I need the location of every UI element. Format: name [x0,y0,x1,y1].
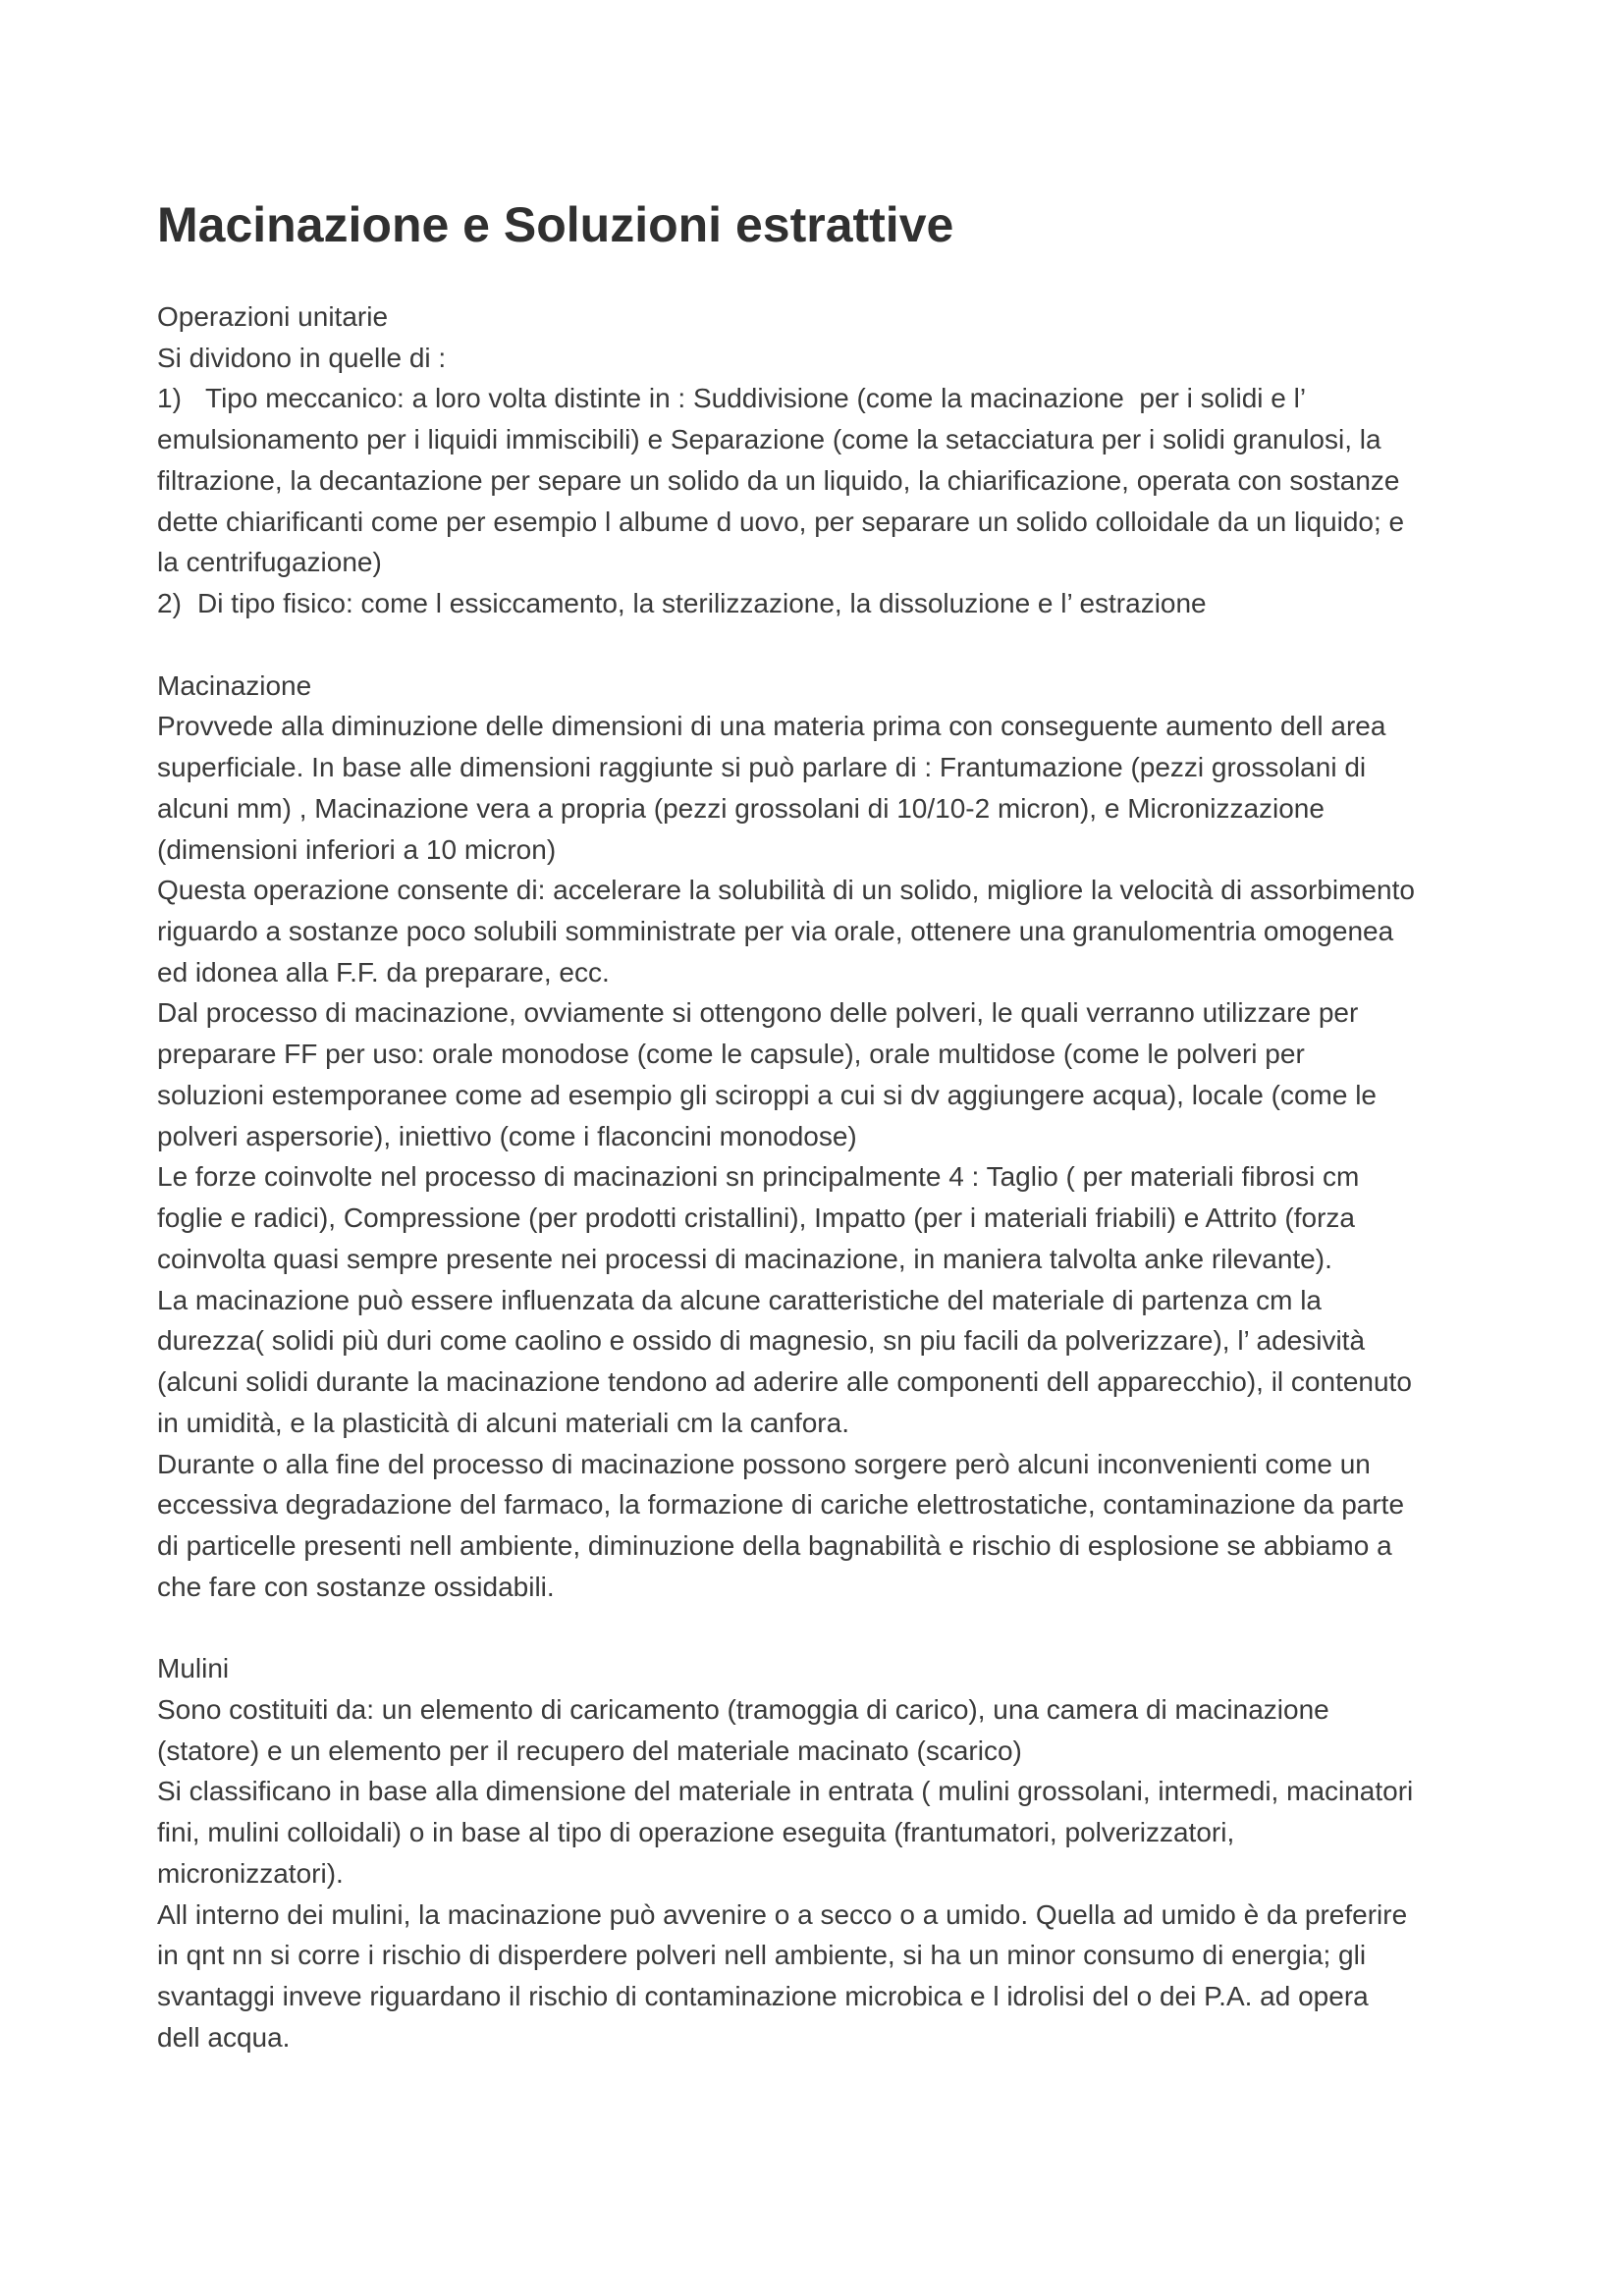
text-line: soluzioni estemporanee come ad esempio gli sciroppi a cui si dv aggiungere acqua), locale (come le [157,1079,1378,1110]
list-item [157,583,1551,624]
text-line: polveri aspersorie), iniettivo (come i flaconcini monodose) [157,1120,857,1151]
text-line: preparare FF per uso: orale monodose (come le capsule), orale multidose (come le polveri per [157,1039,1305,1070]
text-line: in umidità, e la plasticità di alcuni materiali cm la canfora. [157,1407,849,1438]
text-line: (alcuni solidi durante la macinazione tendono ad aderire alle componenti dell apparecchio), il contenuto [157,1366,1412,1398]
list-item-text: Tipo meccanico: a loro volta distinte in : Suddivisione (come la macinazione per i solidi e l’ [205,383,1307,414]
text-line: micronizzatori). [157,1857,344,1889]
text-line: Si dividono in quelle di : [157,342,447,373]
text-line: che fare con sostanze ossidabili. [157,1571,555,1602]
list-marker: 1) [157,383,182,414]
text-line: superficiale. In base alle dimensioni raggiunte si può parlare di : Frantumazione (pezzi grossolani di [157,752,1367,783]
text-line: All interno dei mulini, la macinazione può avvenire o a secco o a umido. Quella ad umido è da preferire [157,1898,1408,1930]
text-line: coinvolta quasi sempre presente nei processi di macinazione, in maniera talvolta anke rilevante). [157,1243,1332,1274]
text-line: foglie e radici), Compressione (per prodotti cristallini), Impatto (per i materiali friabili) e Attrito (forza [157,1202,1355,1234]
list-marker: 2) [157,588,182,619]
list-item-text: Di tipo fisico: come l essiccamento, la sterilizzazione, la dissoluzione e l’ estrazione [197,588,1207,619]
text-line: Dal processo di macinazione, ovviamente si ottengono delle polveri, le quali verranno utilizzare per [157,997,1359,1029]
document-title: Macinazione e Soluzioni estrattive [157,197,954,252]
text-line: Le forze coinvolte nel processo di macinazioni sn principalmente 4 : Taglio ( per materiali fibrosi cm [157,1161,1360,1193]
text-line: durezza( solidi più duri come caolino e ossido di magnesio, sn piu facili da polverizzare), l’ adesività [157,1325,1366,1357]
text-line: dette chiarificanti come per esempio l albume d uovo, per separare un solido colloidale da un liquido; e [157,506,1405,537]
text-line: Si classificano in base alla dimensione del materiale in entrata ( mulini grossolani, intermedi, macinatori [157,1776,1414,1807]
document-body [157,296,1551,2058]
text-line: dell acqua. [157,2021,291,2053]
text-line: Questa operazione consente di: accelerare la solubilità di un solido, migliore la velocità di assorbimento [157,875,1415,906]
text-line: Sono costituiti da: un elemento di caricamento (tramoggia di carico), una camera di macinazione [157,1693,1329,1725]
text-line: Provvede alla diminuzione delle dimensioni di una materia prima con conseguente aumento dell area [157,711,1386,742]
text-line: riguardo a sostanze poco solubili somministrate per via orale, ottenere una granulomentria omogenea [157,916,1394,947]
text-line: emulsionamento per i liquidi immiscibili) e Separazione (come la setacciatura per i solidi granulosi, la [157,424,1381,455]
section-heading: Macinazione [157,669,312,701]
section-heading: Operazioni unitarie [157,301,389,332]
text-line: in qnt nn si corre i rischio di disperdere polveri nell ambiente, si ha un minor consumo di energia; gli [157,1940,1367,1971]
section-heading: Mulini [157,1653,230,1684]
text-line: alcuni mm) , Macinazione vera a propria (pezzi grossolani di 10/10-2 micron), e Micronizzazione [157,792,1325,824]
section-mulini [157,1648,1551,2057]
text-line: fini, mulini colloidali) o in base al tipo di operazione eseguita (frantumatori, polverizzatori, [157,1817,1235,1848]
text-line: (dimensioni inferiori a 10 micron) [157,833,557,865]
text-line: di particelle presenti nell ambiente, diminuzione della bagnabilità e rischio di esplosione se abbiamo a [157,1530,1392,1562]
text-line: (statore) e un elemento per il recupero del materiale macinato (scarico) [157,1735,1022,1766]
text-line: eccessiva degradazione del farmaco, la formazione di cariche elettrostatiche, contaminazione da parte [157,1489,1405,1521]
text-line: la centrifugazione) [157,547,382,578]
text-line: Durante o alla fine del processo di macinazione possono sorgere però alcuni inconvenienti come un [157,1448,1371,1479]
text-line: svantaggi inveve riguardano il rischio di contaminazione microbica e l idrolisi del o dei P.A. ad opera [157,1981,1369,2012]
section-macinazione [157,666,1551,1608]
list-item [157,378,1551,419]
text-line: La macinazione può essere influenzata da alcune caratteristiche del materiale di partenza cm la [157,1284,1323,1315]
text-line: filtrazione, la decantazione per separe un solido da un liquido, la chiarificazione, operata con sostanze [157,464,1400,496]
section-operazioni-unitarie [157,296,1551,624]
text-line: ed idonea alla F.F. da preparare, ecc. [157,956,610,988]
